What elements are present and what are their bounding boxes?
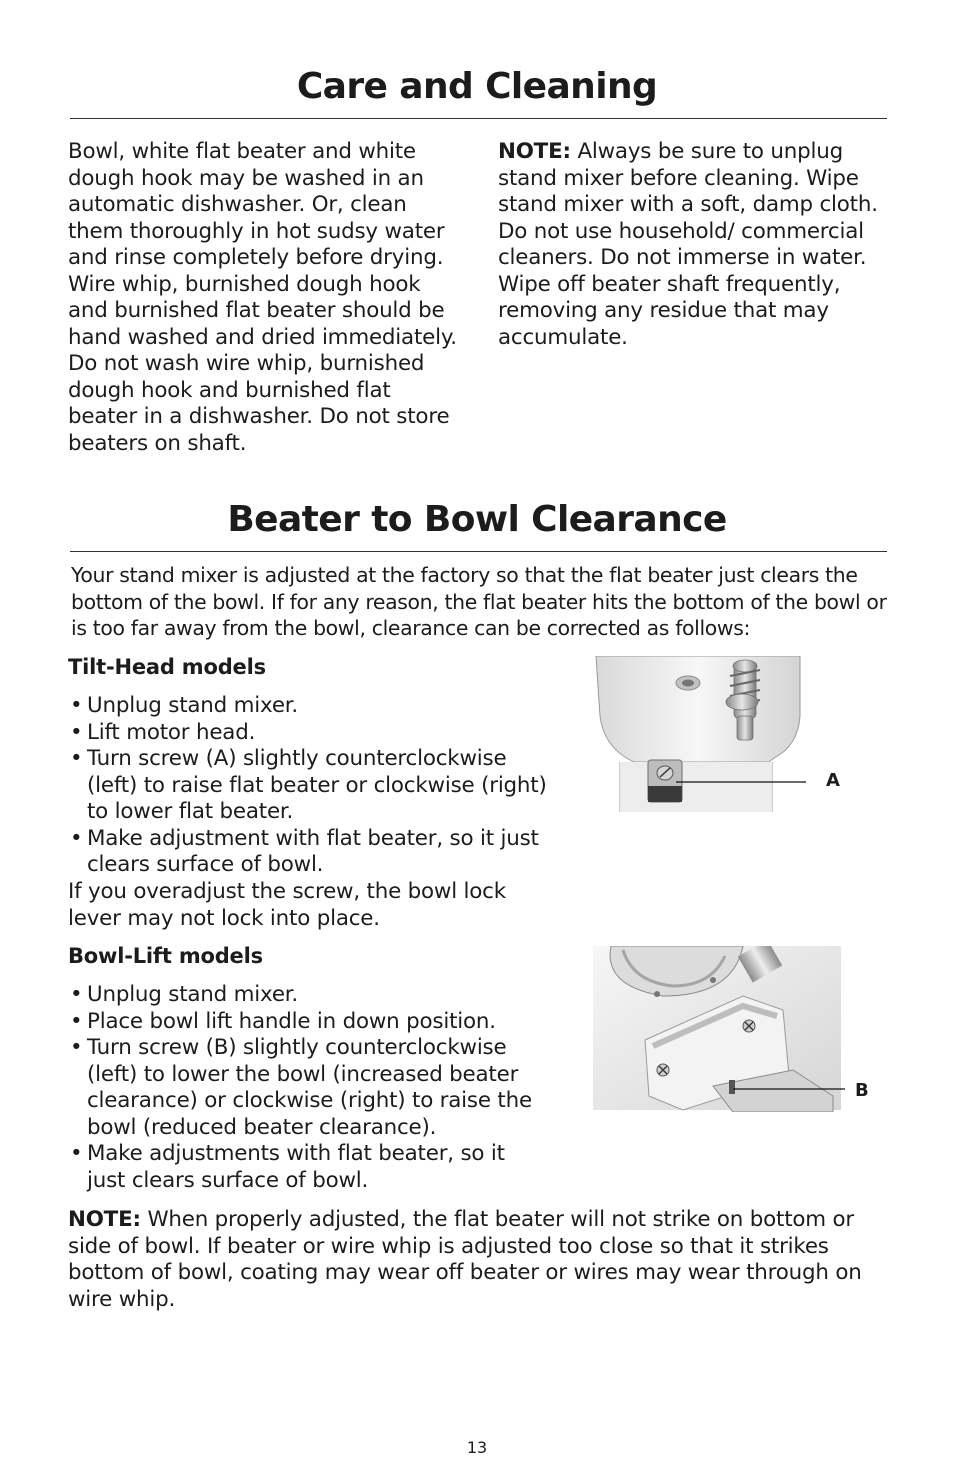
list-item: • Unplug stand mixer. <box>68 982 548 1009</box>
note-text: Always be sure to unplug stand mixer before cleaning. Wipe stand mixer with a soft, damp cloth. Do not use household/ commercial cleaners. Do not immerse in water. Wipe off beater shaft frequently, removing any residue that may accumulate. <box>498 139 878 350</box>
list-item: • Make adjustments with flat beater, so it just clears surface of bowl. <box>68 1141 548 1194</box>
tilt-head-screw-illustration <box>594 656 808 812</box>
list-item: • Unplug stand mixer. <box>68 693 560 720</box>
list-item: • Turn screw (B) slightly counterclockwise (left) to lower the bowl (increased beater clearance) or clockwise (right) to raise the bowl (reduced beater clearance). <box>68 1035 548 1141</box>
list-item: • Place bowl lift handle in down position. <box>68 1009 548 1036</box>
tilt-head-heading: Tilt-Head models <box>68 655 266 679</box>
figure-label-a: A <box>826 770 840 791</box>
clearance-intro: Your stand mixer is adjusted at the factory so that the flat beater just clears the bottom of the bowl. If for any reason, the flat beater hits the bottom of the bowl or is too far away from the bowl, clearance can be corrected as follows: <box>71 563 887 640</box>
note-label: NOTE: <box>68 1207 141 1232</box>
list-item: • Turn screw (A) slightly counterclockwise (left) to raise flat beater or clockwise (right) to lower flat beater. <box>68 746 560 826</box>
tilt-head-steps <box>68 693 560 879</box>
clearance-note <box>68 1207 893 1313</box>
list-item: • Make adjustment with flat beater, so it just clears surface of bowl. <box>68 826 560 879</box>
list-item: • Lift motor head. <box>68 720 560 747</box>
clearance-title: Beater to Bowl Clearance <box>227 499 727 540</box>
title-rule <box>70 551 887 552</box>
note-label: NOTE: <box>498 139 571 164</box>
page-number: 13 <box>466 1438 488 1457</box>
tilt-head-warning: If you overadjust the screw, the bowl lock lever may not lock into place. <box>68 879 506 931</box>
figure-label-b: B <box>855 1080 869 1101</box>
bowl-lift-heading: Bowl-Lift models <box>68 944 263 968</box>
care-cleaning-title: Care and Cleaning <box>296 66 658 107</box>
care-cleaning-text: Bowl, white flat beater and white dough hook may be washed in an automatic dishwasher. Or, clean them thoroughly in hot sudsy water and rinse completely before drying. Wire whip, burnished dough hook and burnished flat beater should be hand washed and dried immediately. Do not wash wire whip, burnished dough hook and burnished flat beater in a dishwasher. Do not store beaters on shaft. <box>68 139 457 456</box>
bowl-lift-steps <box>68 982 548 1194</box>
care-cleaning-note <box>498 139 878 351</box>
note-text: When properly adjusted, the flat beater will not strike on bottom or side of bowl. If beater or wire whip is adjusted too close so that it strikes bottom of bowl, coating may wear off beater or wires may wear through on wire whip. <box>68 1207 862 1312</box>
bowl-lift-screw-illustration <box>593 946 849 1112</box>
title-rule <box>70 118 887 119</box>
